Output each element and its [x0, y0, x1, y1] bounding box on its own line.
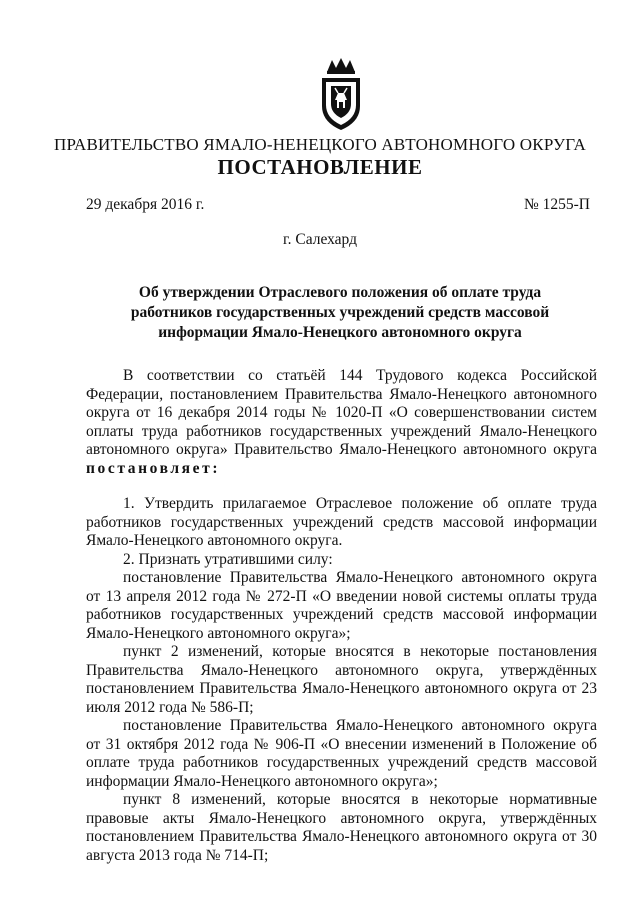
preamble-text: В соответствии со статьёй 144 Трудового кодекса Российской Федерации, постановлением Правительства Ямало-Ненецкого автономного округа от 16 декабря 2014 годы № 1020-П «О совершенствовании систем оплаты труда работников государственных учреждений Ямало-Ненецкого автономного округа» Правительство Ямало-Ненецкого автономного округа	[86, 367, 597, 458]
paragraph-repeal-heading: 2. Признать утратившими силу:	[123, 550, 333, 568]
document-title: Об утверждении Отраслевого положения об оплате труда работников государственных учреждений средств массовой информации Ямало-Ненецкого автономного округа	[130, 284, 550, 341]
decree-word: постановляет:	[86, 459, 221, 477]
paragraph-repeal-item: постановление Правительства Ямало-Ненецкого автономного округа от 13 апреля 2012 года № 272-П «О введении новой системы оплаты труда работников государственных учреждений средств массовой информации Ямало-Ненецкого автономного округа»;	[86, 569, 597, 642]
document-body	[86, 367, 597, 865]
document-date: 29 декабря 2016 г.	[86, 196, 205, 213]
paragraph-repeal-item: пункт 8 изменений, которые вносятся в некоторые нормативные правовые акты Ямало-Ненецкого автономного округа, утверждённых постановлением Правительства Ямало-Ненецкого автономного округа от 30 августа 2013 года № 714-П;	[86, 791, 597, 864]
organization-name: ПРАВИТЕЛЬСТВО ЯМАЛО-НЕНЕЦКОГО АВТОНОМНОГО ОКРУГА	[54, 135, 586, 154]
preamble-paragraph	[86, 367, 597, 478]
document-type: ПОСТАНОВЛЕНИЕ	[217, 155, 423, 179]
document-number: № 1255-П	[523, 196, 590, 213]
yamal-nenets-coat-of-arms-icon	[318, 58, 364, 132]
document-city: г. Салехард	[283, 231, 357, 248]
paragraph-approve: 1. Утвердить прилагаемое Отраслевое положение об оплате труда работников государственных учреждений средств массовой информации Ямало-Ненецкого автономного округа.	[86, 495, 597, 549]
paragraph-repeal-item: постановление Правительства Ямало-Ненецкого автономного округа от 31 октября 2012 года № 906-П «О внесении изменений в Положение об оплате труда работников государственных учреждений средств массовой информации Ямало-Ненецкого автономного округа»;	[86, 717, 597, 790]
paragraph-repeal-item: пункт 2 изменений, которые вносятся в некоторые постановления Правительства Ямало-Ненецкого автономного округа, утверждённых постановлением Правительства Ямало-Ненецкого автономного округа от 23 июля 2012 года № 586-П;	[86, 643, 597, 716]
